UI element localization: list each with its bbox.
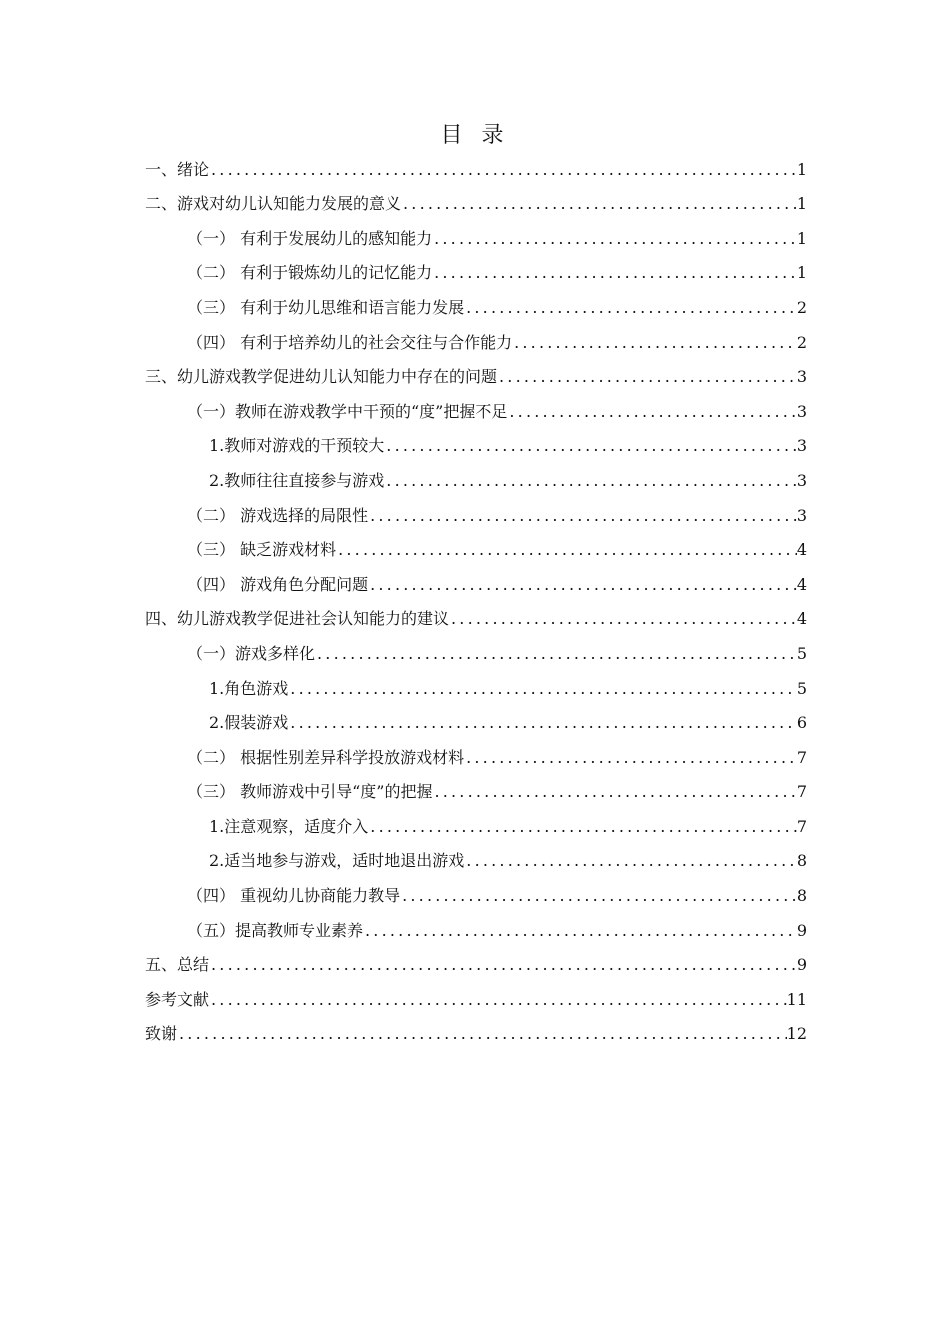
toc-entry-9[interactable] <box>145 423 807 458</box>
toc-page-number: 6 <box>796 713 807 733</box>
toc-page-number: 4 <box>796 540 807 560</box>
toc-entry-13[interactable] <box>145 561 807 596</box>
toc-entry-15[interactable] <box>145 630 807 665</box>
toc-entry-3[interactable] <box>145 215 807 250</box>
toc-page-number: 5 <box>796 643 807 663</box>
toc-dot-leader <box>464 748 797 769</box>
toc-entry-22[interactable] <box>145 872 807 907</box>
toc-entry-text: （四） 重视幼儿协商能力教导 <box>187 886 401 906</box>
toc-entry-25[interactable] <box>145 976 807 1011</box>
toc-dot-leader <box>368 817 797 838</box>
toc-dot-leader <box>512 333 797 354</box>
toc-dot-leader <box>464 851 797 872</box>
toc-dot-leader <box>432 229 797 250</box>
toc-page-number: 9 <box>796 920 807 940</box>
toc-dot-leader <box>384 471 797 492</box>
toc-entry-12[interactable] <box>145 527 807 562</box>
toc-page-number: 8 <box>796 851 807 871</box>
toc-page-number: 2 <box>796 332 807 352</box>
toc-page-number: 3 <box>796 436 807 456</box>
toc-entry-20[interactable] <box>145 803 807 838</box>
toc-page-number: 3 <box>796 367 807 387</box>
toc-entry-5[interactable] <box>145 284 807 319</box>
toc-entry-text: （三） 教师游戏中引导“度”的把握 <box>187 782 433 802</box>
toc-entry-11[interactable] <box>145 492 807 527</box>
toc-dot-leader <box>507 402 796 423</box>
toc-dot-leader <box>363 921 797 942</box>
toc-dot-leader <box>464 298 797 319</box>
toc-page-number: 2 <box>796 297 807 317</box>
toc-dot-leader <box>368 575 797 596</box>
toc-entry-19[interactable] <box>145 769 807 804</box>
toc-page-number: 7 <box>796 782 807 802</box>
toc-dot-leader <box>432 782 796 803</box>
toc-entry-text: 一、绪论 <box>145 159 210 179</box>
toc-dot-leader <box>288 679 797 700</box>
toc-dot-leader <box>497 367 797 388</box>
toc-entry-text: （四） 有利于培养幼儿的社会交往与合作能力 <box>187 332 513 352</box>
toc-page-number: 5 <box>796 678 807 698</box>
toc-entry-text: （二） 游戏选择的局限性 <box>187 505 369 525</box>
toc-page-number: 1 <box>796 228 807 248</box>
toc-page-number: 9 <box>796 955 807 975</box>
toc-entry-text: （五）提高教师专业素养 <box>187 920 364 940</box>
toc-page-number: 11 <box>786 989 807 1009</box>
toc-dot-leader <box>336 540 797 561</box>
toc-entry-text: 2.教师往往直接参与游戏 <box>209 470 385 490</box>
toc-title: 目 录 <box>440 123 510 148</box>
toc-entry-text: （一）教师在游戏教学中干预的“度”把握不足 <box>187 401 508 421</box>
toc-entry-text: 致谢 <box>145 1024 178 1044</box>
toc-entry-text: 参考文献 <box>145 989 210 1009</box>
toc-entry-text: （四） 游戏角色分配问题 <box>187 574 369 594</box>
toc-page-number: 3 <box>796 401 807 421</box>
toc-entry-text: （一） 有利于发展幼儿的感知能力 <box>187 228 433 248</box>
toc-dot-leader <box>400 886 797 907</box>
toc-entry-text: 2.适当地参与游戏，适时地退出游戏 <box>209 851 465 871</box>
toc-entry-text: 四、幼儿游戏教学促进社会认知能力的建议 <box>145 609 450 629</box>
toc-entry-10[interactable] <box>145 457 807 492</box>
toc-entry-8[interactable] <box>145 388 807 423</box>
toc-dot-leader <box>384 436 797 457</box>
toc-dot-leader <box>209 955 797 976</box>
toc-entry-text: （二） 根据性别差异科学投放游戏材料 <box>187 747 465 767</box>
toc-page-number: 7 <box>796 816 807 836</box>
table-of-contents <box>145 146 807 1045</box>
toc-dot-leader <box>177 1024 787 1045</box>
toc-entry-26[interactable] <box>145 1011 807 1046</box>
toc-entry-4[interactable] <box>145 250 807 285</box>
toc-entry-text: 1.角色游戏 <box>209 678 289 698</box>
toc-entry-text: （二） 有利于锻炼幼儿的记忆能力 <box>187 263 433 283</box>
toc-entry-23[interactable] <box>145 907 807 942</box>
toc-entry-16[interactable] <box>145 665 807 700</box>
toc-entry-7[interactable] <box>145 354 807 389</box>
toc-dot-leader <box>209 990 787 1011</box>
toc-entry-18[interactable] <box>145 734 807 769</box>
toc-page-number: 7 <box>796 747 807 767</box>
toc-entry-1[interactable] <box>145 146 807 181</box>
toc-entry-14[interactable] <box>145 596 807 631</box>
toc-page-number: 1 <box>796 159 807 179</box>
toc-dot-leader <box>401 194 797 215</box>
toc-entry-text: 二、游戏对幼儿认知能力发展的意义 <box>145 194 402 214</box>
toc-entry-text: 1.教师对游戏的干预较大 <box>209 436 385 456</box>
toc-dot-leader <box>209 160 797 181</box>
toc-entry-2[interactable] <box>145 181 807 216</box>
toc-page-number: 3 <box>796 470 807 490</box>
toc-dot-leader <box>432 263 797 284</box>
toc-entry-17[interactable] <box>145 700 807 735</box>
toc-dot-leader <box>368 506 797 527</box>
toc-entry-text: （三） 有利于幼儿思维和语言能力发展 <box>187 297 465 317</box>
toc-entry-21[interactable] <box>145 838 807 873</box>
toc-page-number: 1 <box>796 263 807 283</box>
toc-page-number: 4 <box>796 574 807 594</box>
toc-page-number: 4 <box>796 609 807 629</box>
toc-entry-text: 三、幼儿游戏教学促进幼儿认知能力中存在的问题 <box>145 367 498 387</box>
toc-dot-leader <box>449 609 797 630</box>
toc-entry-24[interactable] <box>145 942 807 977</box>
toc-entry-6[interactable] <box>145 319 807 354</box>
toc-page-number: 1 <box>796 194 807 214</box>
toc-dot-leader <box>315 644 797 665</box>
toc-page-number: 12 <box>786 1024 807 1044</box>
toc-page-number: 3 <box>796 505 807 525</box>
toc-entry-text: （一）游戏多样化 <box>187 643 316 663</box>
toc-entry-text: 1.注意观察，适度介入 <box>209 816 369 836</box>
toc-entry-text: 2.假装游戏 <box>209 713 289 733</box>
toc-entry-text: （三） 缺乏游戏材料 <box>187 540 337 560</box>
toc-entry-text: 五、总结 <box>145 955 210 975</box>
toc-dot-leader <box>288 713 797 734</box>
toc-page-number: 8 <box>796 886 807 906</box>
